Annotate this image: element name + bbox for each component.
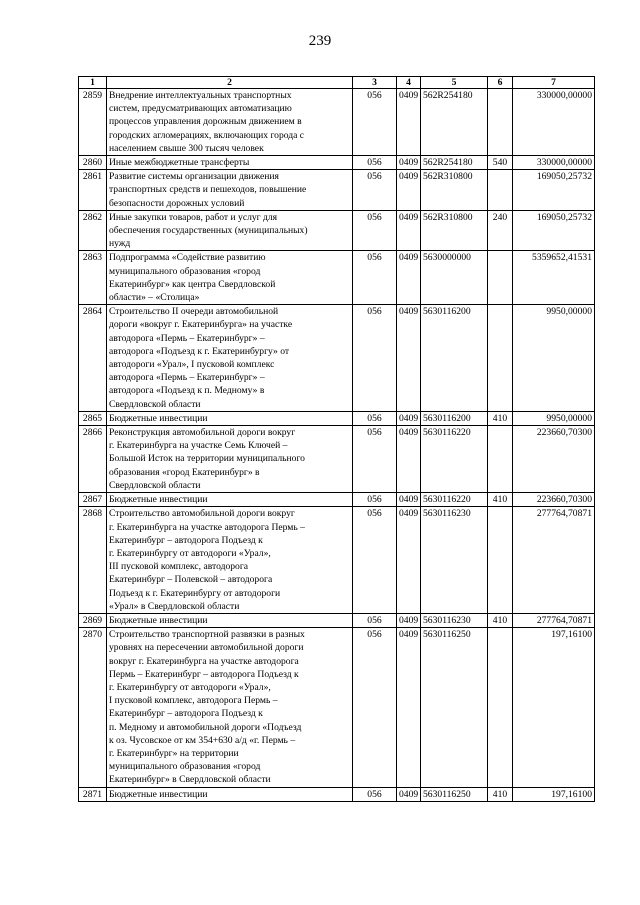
row-target-code: 5630116200 — [421, 305, 488, 412]
row-grbs-code: 056 — [353, 628, 397, 787]
row-name-line: Строительство транспортной развязки в разных — [109, 629, 305, 641]
row-name-line: Бюджетные инвестиции — [109, 788, 208, 800]
row-name-line: Пермь – Екатеринбург – автодорога Подъезд к — [109, 668, 299, 680]
row-name-line: п. Медному и автомобильной дороги «Подъезд — [109, 721, 302, 733]
row-target-code: 5630116230 — [421, 613, 488, 627]
row-target-code: 5630116250 — [421, 787, 488, 801]
row-name-line: «Урал» в Свердловской области — [109, 600, 240, 612]
row-section-code: 0409 — [397, 426, 421, 493]
row-amount: 5359652,41531 — [513, 251, 595, 305]
row-number: 2866 — [79, 426, 107, 493]
table-row — [79, 613, 595, 627]
row-name-line: транспортных средств и пешеходов, повышение — [109, 184, 307, 196]
row-name — [107, 170, 353, 211]
row-name-line: I пусковой комплекс, автодорога Пермь – — [109, 695, 278, 707]
header-col-2: 2 — [107, 77, 353, 89]
row-name-line: г. Екатеринбург» на территории — [109, 747, 239, 759]
row-grbs-code: 056 — [353, 493, 397, 507]
row-expense-type: 410 — [488, 787, 513, 801]
row-section-code: 0409 — [397, 210, 421, 251]
row-name-line: Екатеринбург – автодорога Подъезд к — [109, 708, 263, 720]
row-expense-type: 540 — [488, 156, 513, 170]
header-row — [79, 77, 595, 89]
row-name-line: автодороги «Урал», I пусковой комплекс — [109, 359, 275, 371]
row-name-line: образования «город Екатеринбург» в — [109, 466, 260, 478]
row-section-code: 0409 — [397, 170, 421, 211]
row-expense-type — [488, 628, 513, 787]
row-amount: 169050,25732 — [513, 210, 595, 251]
row-name-line: дороги «вокруг г. Екатеринбурга» на участке — [109, 319, 293, 331]
row-name — [107, 613, 353, 627]
row-name-line: Развитие системы организации движения — [109, 171, 279, 183]
row-number: 2863 — [79, 251, 107, 305]
row-amount: 330000,00000 — [513, 89, 595, 156]
row-grbs-code: 056 — [353, 89, 397, 156]
row-section-code: 0409 — [397, 787, 421, 801]
row-name-line: г. Екатеринбургу от автодороги «Урал», — [109, 681, 271, 693]
row-name-line: к оз. Чусовское от км 354+630 а/д «г. Пермь – — [109, 734, 296, 746]
row-name-line: городских агломерациях, включающих города с — [109, 129, 305, 141]
row-grbs-code: 056 — [353, 613, 397, 627]
row-name — [107, 426, 353, 493]
row-name — [107, 411, 353, 425]
row-name — [107, 210, 353, 251]
row-expense-type: 240 — [488, 210, 513, 251]
row-name-line: автодорога «Пермь – Екатеринбург» – — [109, 332, 265, 344]
row-target-code: 5630116200 — [421, 411, 488, 425]
row-expense-type — [488, 507, 513, 614]
row-name-line: Строительство автомобильной дороги вокруг — [109, 508, 295, 520]
row-expense-type — [488, 89, 513, 156]
table-row — [79, 305, 595, 412]
row-name-line: автодорога «Подъезд к п. Медному» в — [109, 385, 265, 397]
row-number: 2864 — [79, 305, 107, 412]
row-target-code: 562R310800 — [421, 210, 488, 251]
row-section-code: 0409 — [397, 251, 421, 305]
row-name-line: г. Екатеринбурга на участке автодорога Пермь – — [109, 521, 305, 533]
table-row — [79, 426, 595, 493]
row-number: 2871 — [79, 787, 107, 801]
row-amount: 169050,25732 — [513, 170, 595, 211]
row-grbs-code: 056 — [353, 507, 397, 614]
row-target-code: 5630116250 — [421, 628, 488, 787]
table-row — [79, 210, 595, 251]
row-number: 2869 — [79, 613, 107, 627]
row-expense-type — [488, 305, 513, 412]
page-number: 239 — [308, 33, 332, 49]
row-name-line: Бюджетные инвестиции — [109, 494, 208, 506]
row-expense-type — [488, 170, 513, 211]
row-name-line: Екатеринбург – автодорога Подъезд к — [109, 534, 263, 546]
row-expense-type — [488, 426, 513, 493]
header-col-7: 7 — [513, 77, 595, 89]
header-col-6: 6 — [488, 77, 513, 89]
header-col-4: 4 — [397, 77, 421, 89]
row-grbs-code: 056 — [353, 411, 397, 425]
row-expense-type: 410 — [488, 493, 513, 507]
row-target-code: 5630116220 — [421, 426, 488, 493]
row-amount: 277764,70871 — [513, 507, 595, 614]
row-name-line: Подъезд к г. Екатеринбургу от автодороги — [109, 587, 281, 599]
row-amount: 9950,00000 — [513, 411, 595, 425]
row-name-line: муниципального образования «город — [109, 761, 261, 773]
row-name — [107, 507, 353, 614]
row-name — [107, 156, 353, 170]
row-section-code: 0409 — [397, 89, 421, 156]
table-header — [79, 77, 595, 89]
row-name-line: Свердловской области — [109, 479, 201, 491]
row-name-line: Большой Исток на территории муниципального — [109, 453, 305, 465]
row-name-line: нужд — [109, 238, 131, 250]
budget-table — [78, 76, 595, 802]
row-name-line: Екатеринбург – Полевской – автодорога — [109, 574, 273, 586]
row-grbs-code: 056 — [353, 170, 397, 211]
row-section-code: 0409 — [397, 493, 421, 507]
row-grbs-code: 056 — [353, 305, 397, 412]
row-amount: 277764,70871 — [513, 613, 595, 627]
table-row — [79, 411, 595, 425]
row-name — [107, 89, 353, 156]
row-grbs-code: 056 — [353, 210, 397, 251]
table-row — [79, 493, 595, 507]
row-expense-type: 410 — [488, 411, 513, 425]
row-name-line: автодорога «Подъезд к г. Екатеринбургу» от — [109, 345, 290, 357]
row-name-line: г. Екатеринбургу от автодороги «Урал», — [109, 547, 271, 559]
row-name-line: Екатеринбург» как центра Свердловской — [109, 278, 276, 290]
row-grbs-code: 056 — [353, 787, 397, 801]
header-col-5: 5 — [421, 77, 488, 89]
row-name-line: г. Екатеринбурга на участке Семь Ключей – — [109, 440, 288, 452]
table-row — [79, 787, 595, 801]
row-number: 2867 — [79, 493, 107, 507]
row-expense-type: 410 — [488, 613, 513, 627]
row-number: 2859 — [79, 89, 107, 156]
row-section-code: 0409 — [397, 628, 421, 787]
row-expense-type — [488, 251, 513, 305]
table-row — [79, 628, 595, 787]
table-row — [79, 170, 595, 211]
row-grbs-code: 056 — [353, 426, 397, 493]
row-name-line: области» – «Столица» — [109, 292, 200, 304]
row-number: 2862 — [79, 210, 107, 251]
table-row — [79, 251, 595, 305]
row-amount: 330000,00000 — [513, 156, 595, 170]
row-grbs-code: 056 — [353, 251, 397, 305]
row-name-line: безопасности дорожных условий — [109, 197, 245, 209]
row-name-line: автодорога «Пермь – Екатеринбург» – — [109, 372, 265, 384]
row-name-line: Бюджетные инвестиции — [109, 412, 208, 424]
row-name-line: Иные закупки товаров, работ и услуг для — [109, 211, 278, 223]
row-section-code: 0409 — [397, 411, 421, 425]
row-number: 2860 — [79, 156, 107, 170]
row-name-line: Бюджетные инвестиции — [109, 614, 208, 626]
row-name-line: Внедрение интеллектуальных транспортных — [109, 90, 292, 101]
row-amount: 9950,00000 — [513, 305, 595, 412]
table-body — [79, 89, 595, 802]
row-number: 2861 — [79, 170, 107, 211]
row-name-line: Екатеринбург» в Свердловской области — [109, 774, 271, 786]
row-name-line: муниципального образования «город — [109, 265, 261, 277]
row-target-code: 5630000000 — [421, 251, 488, 305]
table-row — [79, 156, 595, 170]
row-section-code: 0409 — [397, 305, 421, 412]
row-number: 2865 — [79, 411, 107, 425]
row-name-line: Строительство II очереди автомобильной — [109, 306, 279, 318]
row-name — [107, 251, 353, 305]
row-target-code: 562R254180 — [421, 89, 488, 156]
row-name-line: III пусковой комплекс, автодорога — [109, 561, 249, 573]
row-amount: 197,16100 — [513, 787, 595, 801]
row-target-code: 562R254180 — [421, 156, 488, 170]
row-section-code: 0409 — [397, 507, 421, 614]
row-name-line: Реконструкция автомобильной дороги вокруг — [109, 427, 296, 439]
row-name — [107, 493, 353, 507]
row-number: 2868 — [79, 507, 107, 614]
row-name-line: вокруг г. Екатеринбурга на участке автодорога — [109, 655, 299, 667]
row-name-line: населением свыше 300 тысяч человек — [109, 142, 264, 154]
header-col-1: 1 — [79, 77, 107, 89]
row-name-line: процессов управления дорожным движением в — [109, 116, 302, 128]
row-name-line: систем, предусматривающих автоматизацию — [109, 103, 292, 115]
row-number: 2870 — [79, 628, 107, 787]
header-col-3: 3 — [353, 77, 397, 89]
row-name-line: обеспечения государственных (муниципальных) — [109, 225, 308, 237]
row-name-line: Иные межбюджетные трансферты — [109, 157, 250, 169]
row-grbs-code: 056 — [353, 156, 397, 170]
row-amount: 223660,70300 — [513, 426, 595, 493]
row-section-code: 0409 — [397, 156, 421, 170]
row-name — [107, 305, 353, 412]
row-name-line: Свердловской области — [109, 398, 201, 410]
row-name — [107, 787, 353, 801]
row-amount: 223660,70300 — [513, 493, 595, 507]
table-row — [79, 507, 595, 614]
row-name-line: Подпрограмма «Содействие развитию — [109, 252, 266, 264]
row-name-line: уровнях на пересечении автомобильной дороги — [109, 642, 304, 654]
row-target-code: 5630116230 — [421, 507, 488, 614]
row-target-code: 562R310800 — [421, 170, 488, 211]
row-target-code: 5630116220 — [421, 493, 488, 507]
table-row — [79, 89, 595, 156]
row-name — [107, 628, 353, 787]
row-section-code: 0409 — [397, 613, 421, 627]
row-amount: 197,16100 — [513, 628, 595, 787]
